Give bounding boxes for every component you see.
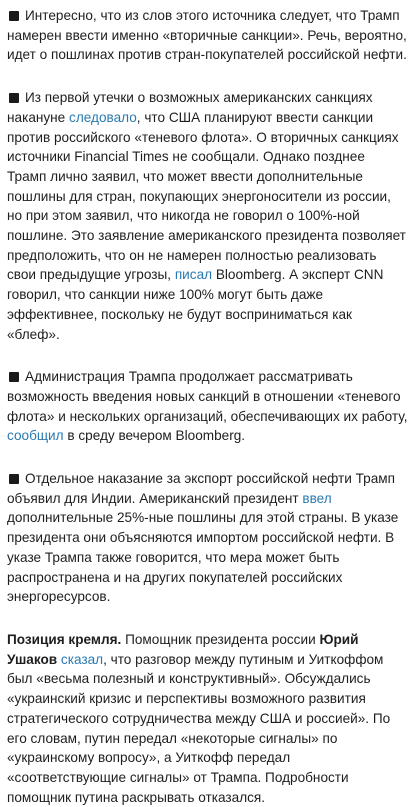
square-bullet-icon bbox=[9, 474, 19, 484]
square-bullet-icon bbox=[9, 372, 19, 382]
paragraph-text: , что разговор между путиным и Уиткоффом был «весьма полезный и конструктивный». Обсуждались «украинский кризис и перспективы возможного развития стратегического сотрудничества между США и россией». По его словам, путин передал «некоторые сигналы» по «украинскому вопросу», а Уиткофф передал «соответствующие сигналы» от Трампа. Подробности помощник путина раскрывать отказался. bbox=[7, 651, 391, 805]
paragraph-text: Bloomberg. А эксперт CNN говорил, что санкции ниже 100% могут быть даже эффективнее, поскольку не будут восприниматься как «блеф». bbox=[7, 267, 384, 342]
paragraph-text: Отдельное наказание за экспорт российской нефти Трамп объявил для Индии. Американский президент bbox=[7, 471, 395, 506]
square-bullet-icon bbox=[9, 11, 19, 21]
person-name: Юрий Ушаков bbox=[7, 631, 359, 667]
paragraph-2 bbox=[7, 88, 408, 344]
link-vvel[interactable]: ввел bbox=[302, 490, 332, 506]
paragraph-5 bbox=[7, 630, 408, 807]
paragraph-text: в среду вечером Bloomberg. bbox=[63, 428, 246, 444]
paragraph-text: Администрация Трампа продолжает рассматривать возможность введения новых санкций в отношении «теневого флота» и нескольких организаций, обеспечивающих их работу, bbox=[7, 369, 408, 424]
link-sledovalo[interactable]: следовало bbox=[69, 109, 137, 125]
section-heading: Позиция кремля. bbox=[7, 631, 122, 647]
paragraph-1 bbox=[7, 6, 408, 65]
square-bullet-icon bbox=[9, 93, 19, 103]
paragraph-4 bbox=[7, 469, 408, 607]
link-soobshchil[interactable]: сообщил bbox=[7, 428, 64, 444]
paragraph-text: Интересно, что из слов этого источника следует, что Трамп намерен ввести именно «вторичные санкции». Речь, вероятно, идет о пошлинах против стран-покупателей российской нефти. bbox=[7, 8, 407, 63]
paragraph-text: Помощник президента россии bbox=[121, 631, 320, 647]
paragraph-text: дополнительные 25%-ные пошлины для этой страны. В указе президента они объясняются импортом российской нефти. В указе Трампа также говорится, что мера может быть распространена и на других покупателей российских энергоресурсов. bbox=[7, 510, 399, 605]
paragraph-text: Из первой утечки о возможных американских санкциях накануне bbox=[7, 90, 373, 125]
paragraph-3 bbox=[7, 367, 408, 446]
paragraph-text: , что США планируют ввести санкции против российского «теневого флота». О вторичных санкциях источники Financial Times не сообщали. Однако позднее Трамп лично заявил, что может ввести дополнительные пошлины для стран, покупающих энергоносители из россии, но при этом заявил, что никогда не говорил о 100%-ной пошлине. Это заявление американского президента позволяет предположить, что он не намерен полностью реализовать свои предыдущие угрозы, bbox=[7, 109, 406, 283]
link-skazal[interactable]: сказал bbox=[60, 651, 104, 667]
link-pisal[interactable]: писал bbox=[174, 267, 213, 283]
